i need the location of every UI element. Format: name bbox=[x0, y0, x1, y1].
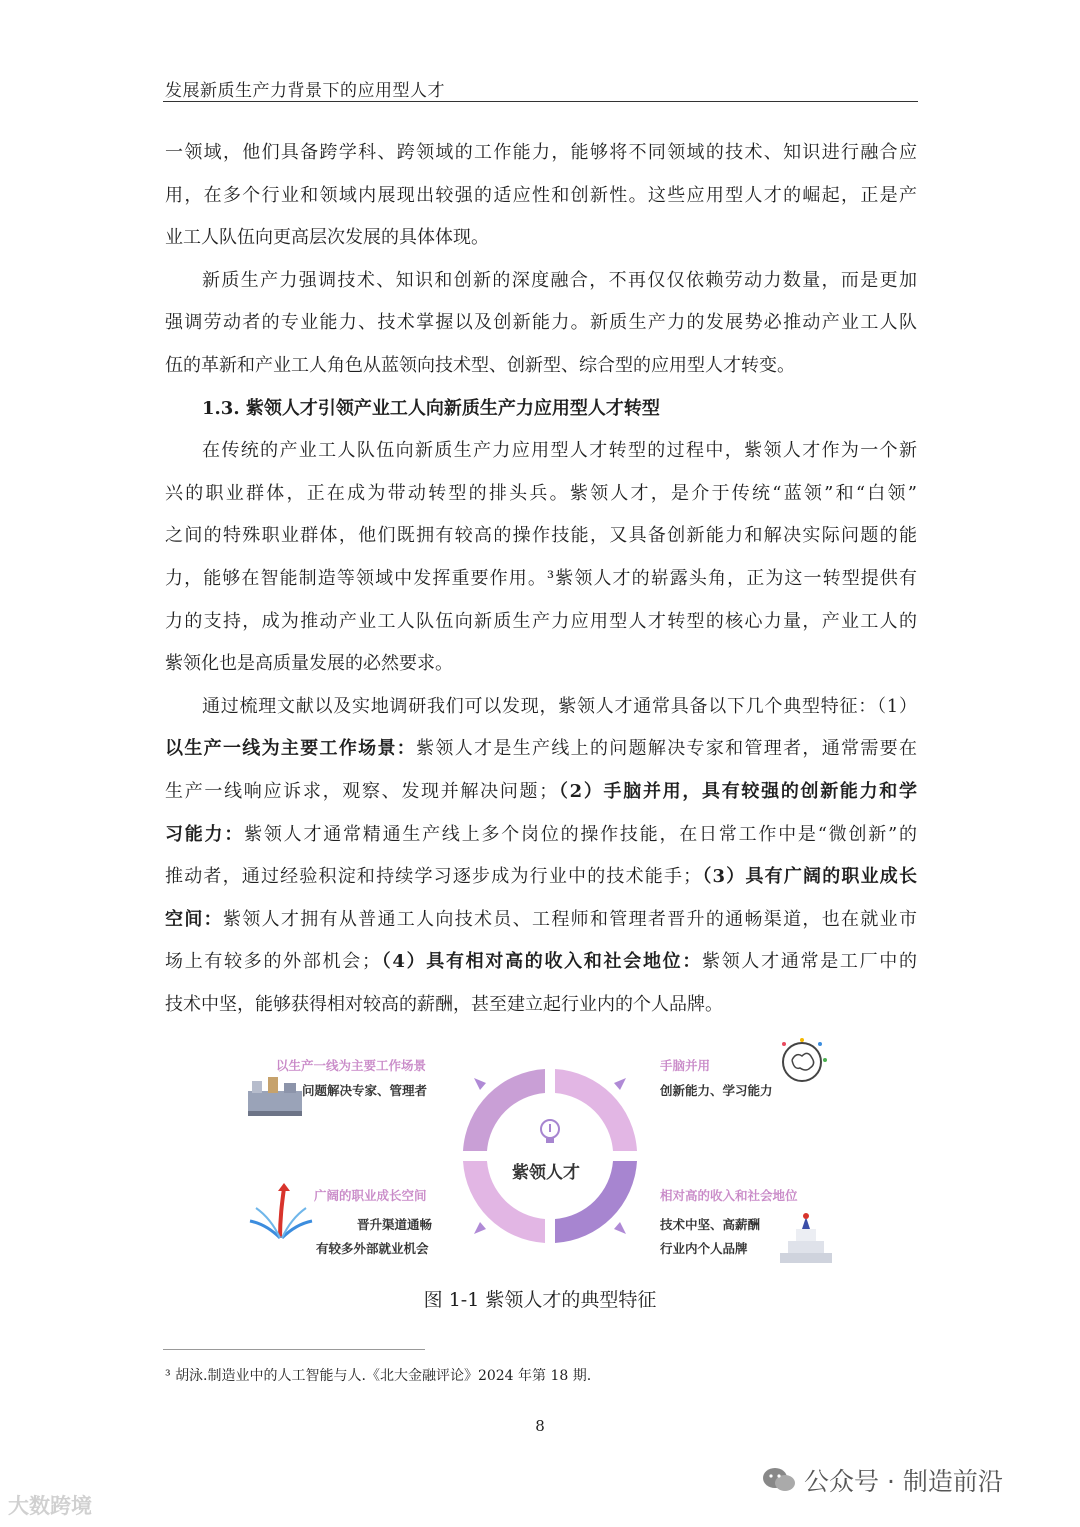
quadrant-desc-top-right: 创新能力、学习能力 bbox=[660, 1083, 773, 1098]
text-span: 紫领人才通常是工厂中的 bbox=[702, 951, 917, 973]
figure-purple-collar bbox=[240, 1028, 840, 1278]
quadrant-desc-bottom-right-2: 行业内个人品牌 bbox=[660, 1241, 748, 1256]
pointer-top-right bbox=[614, 1078, 626, 1090]
text-span: 场上有较多的外部机会； bbox=[165, 951, 380, 973]
pointer-top-left bbox=[474, 1078, 486, 1090]
pointer-bottom-left bbox=[474, 1222, 486, 1234]
text-line: 强调劳动者的专业能力、技术掌握以及创新能力。新质生产力的发展势必推动产业工人队 bbox=[165, 312, 917, 334]
bold-phrase: 习能力： bbox=[165, 823, 245, 845]
watermark-left: 大数跨境 bbox=[8, 1494, 92, 1518]
text-line: 紫领化也是高质量发展的必然要求。 bbox=[165, 653, 453, 675]
bold-phrase: （4）具有相对高的收入和社会地位： bbox=[379, 951, 703, 973]
text-line: 通过梳理文献以及实地调研我们可以发现，紫领人才通常具备以下几个典型特征：（1） bbox=[202, 695, 917, 717]
bold-phrase: （3）具有广阔的职业成长 bbox=[701, 866, 917, 888]
footnote: ³ 胡泳.制造业中的人工智能与人.《北大金融评论》2024 年第 18 期. bbox=[165, 1368, 592, 1384]
wechat-icon bbox=[762, 1466, 796, 1494]
bold-phrase: 以生产一线为主要工作场景： bbox=[165, 738, 417, 760]
text-span: 紫领人才通常精通生产线上多个岗位的操作技能，在日常工作中是“微创新”的 bbox=[244, 823, 917, 845]
text-span: 紫领人才是生产线上的问题解决专家和管理者，通常需要在 bbox=[416, 738, 917, 760]
page-number: 8 bbox=[535, 1417, 545, 1435]
figure-center-label: 紫领人才 bbox=[512, 1163, 580, 1183]
quadrant-desc-bottom-right-1: 技术中坚、高薪酬 bbox=[660, 1217, 761, 1232]
text-line: 伍的革新和产业工人角色从蓝领向技术型、创新型、综合型的应用型人才转变。 bbox=[165, 354, 795, 376]
figure-caption: 图 1-1 紫领人才的典型特征 bbox=[423, 1289, 657, 1311]
text-line bbox=[165, 856, 917, 899]
text-line bbox=[165, 771, 917, 814]
quadrant-desc-bottom-left-2: 有较多外部就业机会 bbox=[316, 1241, 429, 1256]
running-header: 发展新质生产力背景下的应用型人才 bbox=[165, 81, 445, 101]
quadrant-title-top-left: 以生产一线为主要工作场景 bbox=[276, 1058, 427, 1073]
text-span: 推动者，通过经验积淀和持续学习逐步成为行业中的技术能手； bbox=[165, 866, 702, 888]
quadrant-desc-bottom-left-1: 晋升渠道通畅 bbox=[357, 1217, 433, 1232]
quadrant-title-bottom-right: 相对高的收入和社会地位 bbox=[660, 1188, 798, 1203]
brain-head-icon bbox=[782, 1038, 827, 1081]
text-line: 力的支持，成为推动产业工人队伍向新质生产力应用型人才转型的核心力量，产业工人的 bbox=[165, 610, 917, 632]
quadrant-desc-top-left: 问题解决专家、管理者 bbox=[302, 1083, 428, 1098]
text-line: 在传统的产业工人队伍向新质生产力应用型人才转型的过程中，紫领人才作为一个新 bbox=[202, 440, 917, 462]
text-line: 新质生产力强调技术、知识和创新的深度融合，不再仅仅依赖劳动力数量，而是更加 bbox=[202, 269, 917, 291]
text-line: 一领域，他们具备跨学科、跨领域的工作能力，能够将不同领域的技术、知识进行融合应 bbox=[165, 142, 917, 163]
body-text bbox=[165, 132, 917, 1026]
factory-line-icon bbox=[248, 1077, 302, 1116]
watermark-right-text: 公众号 · 制造前沿 bbox=[804, 1467, 1003, 1496]
text-line bbox=[165, 814, 917, 857]
footnote-rule bbox=[163, 1349, 425, 1350]
text-line: 之间的特殊职业群体，他们既拥有较高的操作技能，又具备创新能力和解决实际问题的能 bbox=[165, 525, 917, 547]
watermark-right bbox=[762, 1462, 1003, 1498]
pointer-bottom-right bbox=[614, 1222, 626, 1234]
text-line: 用，在多个行业和领域内展现出较强的适应性和创新性。这些应用型人才的崛起，正是产 bbox=[165, 184, 917, 206]
text-line: 兴的职业群体，正在成为带动转型的排头兵。紫领人才，是介于传统“蓝领”和“白领” bbox=[165, 482, 917, 504]
bold-phrase: 空间： bbox=[165, 908, 223, 930]
quadrant-title-bottom-left: 广阔的职业成长空间 bbox=[314, 1188, 427, 1203]
text-line: 力，能够在智能制造等领域中发挥重要作用。³紫领人才的崭露头角，正为这一转型提供有 bbox=[165, 567, 917, 589]
text-line: 技术中坚，能够获得相对较高的薪酬，甚至建立起行业内的个人品牌。 bbox=[165, 993, 723, 1015]
growth-arrows-icon bbox=[250, 1183, 312, 1238]
text-line bbox=[165, 728, 917, 771]
quadrant-title-top-right: 手脑并用 bbox=[660, 1058, 711, 1073]
text-span: 紫领人才拥有从普通工人向技术员、工程师和管理者晋升的通畅渠道，也在就业市 bbox=[222, 908, 917, 930]
section-heading: 1.3. 紫领人才引领产业工人向新质生产力应用型人才转型 bbox=[202, 397, 660, 419]
text-line: 业工人队伍向更高层次发展的具体体现。 bbox=[165, 227, 489, 249]
header-rule bbox=[163, 101, 918, 102]
text-span: 生产一线响应诉求，观察、发现并解决问题； bbox=[165, 780, 558, 802]
podium-icon bbox=[780, 1213, 832, 1263]
bold-phrase: （2）手脑并用，具有较强的创新能力和学 bbox=[557, 780, 917, 802]
text-line bbox=[165, 899, 917, 942]
text-line bbox=[165, 941, 917, 984]
